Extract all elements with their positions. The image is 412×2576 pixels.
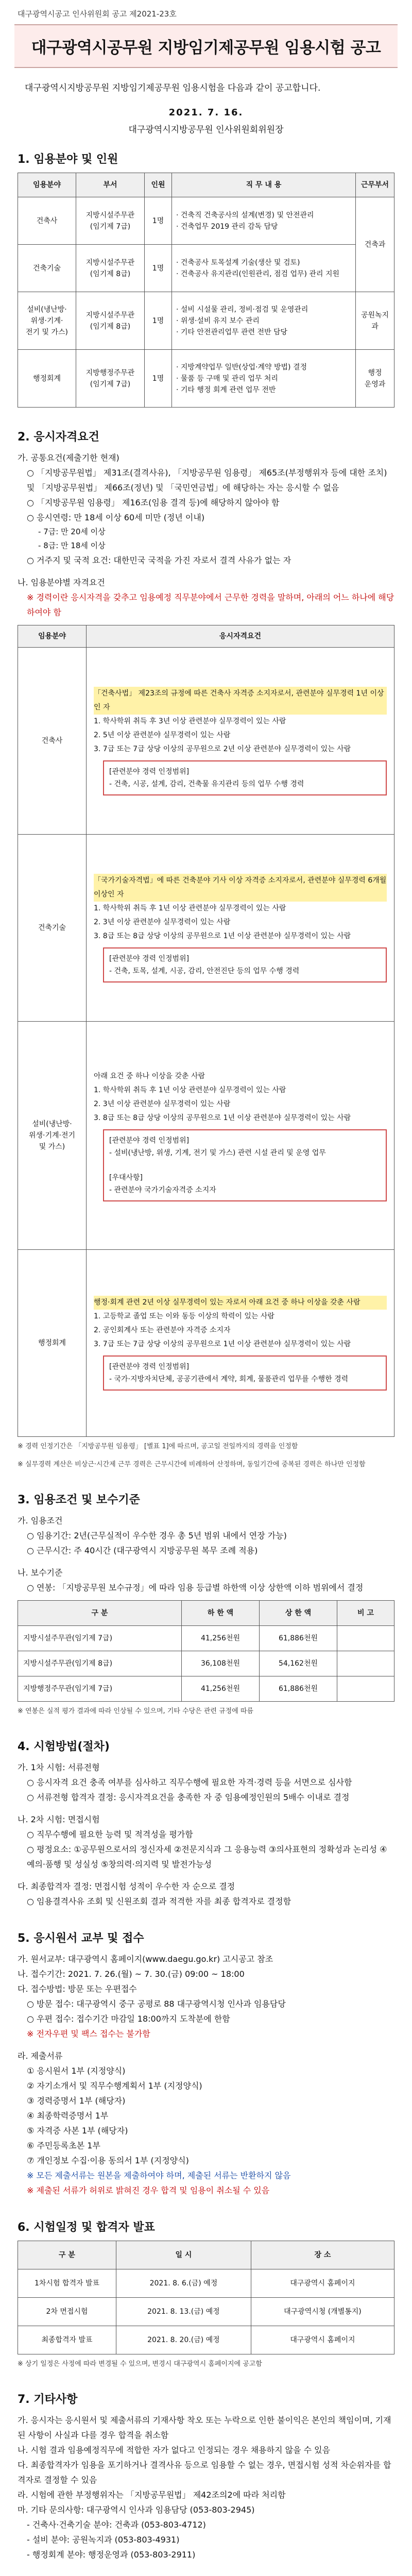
exam-item: ○ 응시자격 요건 충족 여부를 심사하고 직무수행에 필요한 자격·경력 등을 서면으로 심사함	[27, 1777, 352, 1787]
cond-item: ○ 임용기간: 2년(근무실적이 우수한 경우 총 5년 범위 내에서 연장 가능)	[27, 1531, 287, 1540]
misc-item: 마. 기타 문의사항: 대구광역시 인사과 임용담당 (053-803-2945)	[18, 2505, 255, 2515]
dept-cell: 지방시설주무관 (임기제 7급)	[76, 197, 145, 245]
grade-cell: 지방시설주무관(임기제 7급)	[18, 1626, 182, 1651]
req-common-heading: 가. 공통요건(제출기한 현재)	[18, 453, 119, 463]
exam-item: ○ 서류전형 합격자 결정: 응시자격요건을 충족한 자 중 임용예정인원의 5배수 이내로 결정	[27, 1792, 350, 1802]
item-cell: 1차시험 합격자 발표	[18, 2269, 116, 2298]
cond-item: ○ 근무시간: 주 40시간 (대구광역시 지방공무원 복무 조례 적용)	[27, 1546, 258, 1555]
req-item: ○ 응시연령: 만 18세 이상 60세 미만 (정년 이내)	[27, 513, 205, 522]
table-row	[18, 197, 394, 245]
apply-item: 가. 원서교부: 대구광역시 홈페이지(www.daegu.go.kr) 고시공고 참조	[18, 1954, 273, 1964]
section4-heading: 4. 시험방법(절차)	[18, 1740, 110, 1753]
place-cell: 대구광역시 홈페이지	[251, 2269, 394, 2298]
field-cell: 행정회계	[18, 1250, 87, 1437]
req-line: 1. 학사학위 취득 후 1년 이상 관련분야 실무경력이 있는 사람	[94, 1086, 286, 1094]
doc-item: ② 자기소개서 및 직무수행계획서 1부 (지정양식)	[27, 2081, 202, 2091]
exam-item: ○ 임용결격사유 조회 및 신원조회 결과 적격한 자를 최종 합격자로 결정함	[27, 1896, 291, 1906]
col-note: 비 고	[337, 1601, 394, 1626]
exam-item: ○ 직무수행에 필요한 능력 및 적격성을 평가함	[27, 1829, 193, 1839]
schedule-note: ※ 상기 일정은 사정에 따라 변경될 수 있으며, 변경시 대구광역시 홈페이지에 공고함	[18, 2360, 262, 2368]
qual-footnote-2: ※ 실무경력 계산은 비상근·시간제 근무 경력은 근무시간에 비례하여 산정하며, 동일기간에 중복된 경력은 하나만 인정함	[18, 1461, 366, 1468]
table-row	[18, 1022, 394, 1250]
req-qual-heading: 나. 임용분야별 자격요건	[18, 578, 105, 587]
docs-heading: 라. 제출서류	[18, 2051, 63, 2061]
col-dept: 부서	[76, 173, 145, 197]
intro-text: 대구광역시지방공무원 지방임기제공무원 임용시험을 다음과 같이 공고합니다.	[25, 83, 321, 93]
exam-item: ○ 평정요소: ①공무원으로서의 정신자세 ②전문지식과 그 응용능력 ③의사표현의 정확성과 논리성 ④예의·품행 및 성실성 ⑤창의력·의지력 및 발전가능성	[27, 1844, 387, 1869]
office-cell: 행정 운영과	[356, 350, 394, 408]
req-extra-box: [관련분야 경력 인정범위] - 건축, 토목, 설계, 시공, 감리, 안전진단 등의 업무 수행 경력	[103, 947, 387, 982]
apply-subitem: ○ 우편 접수: 접수기간 마감일 18:00까지 도착분에 한함	[27, 2014, 230, 2024]
section2-heading: 2. 응시자격요건	[18, 431, 99, 444]
field-cell: 건축사	[18, 197, 76, 245]
misc-item: 나. 시험 결과 임용예정직무에 적합한 자가 없다고 인정되는 경우 채용하지 않을 수 있음	[18, 2445, 331, 2455]
duty-item: · 건축직 건축공사의 설계(변경) 및 안전관리	[176, 211, 314, 219]
req-item: ○ 「지방공무원법」 제31조(결격사유), 「지방공무원 임용령」 제65조(부정행위자 등에 대한 조치) 및 「지방공무원법」 제66조(정년) 및 「국민연금법」에 해당하는 자는 응시할 수 없음	[27, 468, 387, 493]
col-field: 임용분야	[18, 173, 76, 197]
req-line: 2. 3년 이상 관련분야 실무경력이 있는 사람	[94, 1100, 231, 1108]
col-field: 임용분야	[18, 625, 87, 648]
duty-item: · 건축공사 토목설계 기술(생산 및 검토)	[176, 258, 300, 267]
col-low: 하 한 액	[182, 1601, 260, 1626]
apply-item: 다. 접수방법: 방문 또는 우편접수	[18, 1984, 137, 1994]
table-row	[18, 1651, 394, 1676]
count-cell: 1명	[145, 197, 172, 245]
section7-heading: 7. 기타사항	[18, 2393, 78, 2406]
table-row	[18, 245, 394, 292]
col-duties: 직 무 내 용	[172, 173, 356, 197]
duty-item: · 위생·설비 유지 보수 관리	[176, 316, 260, 325]
notice-date: 2021. 7. 16.	[168, 107, 244, 118]
exam-step-heading: 가. 1차 시험: 서류전형	[18, 1762, 100, 1772]
count-cell: 1명	[145, 245, 172, 292]
field-cell: 건축기술	[18, 245, 76, 292]
duty-item: · 기타 안전관리업무 관련 전반 담당	[176, 328, 288, 336]
req-line: 「건축사법」 제23조의 규정에 따른 건축사 자격증 소지자로서, 관련분야 실무경력 1년 이상인 자	[94, 687, 387, 715]
notice-number: 대구광역시공고 인사위원회 공고 제2021-23호	[18, 9, 177, 19]
req-line: 3. 8급 또는 8급 상당 이상의 공무원으로 1년 이상 관련분야 실무경력이 있는 사람	[94, 1114, 351, 1122]
req-extra-box: [관련분야 경력 인정범위] - 국가·지방자치단체, 공공기관에서 계약, 회계, 물품관리 업무를 수행한 경력	[103, 1355, 387, 1391]
col-high: 상 한 액	[260, 1601, 337, 1626]
field-cell: 설비(냉난방· 위생·기계· 전기 및 가스)	[18, 292, 76, 350]
field-cell: 건축사	[18, 648, 87, 835]
item-cell: 2차 면접시험	[18, 2298, 116, 2326]
office-cell: 공원녹지과	[356, 292, 394, 350]
field-cell: 행정회계	[18, 350, 76, 408]
qualification-table	[18, 625, 394, 1437]
req-line: 3. 8급 또는 8급 상당 이상의 공무원으로 1년 이상 관련분야 실무경력이 있는 사람	[94, 931, 351, 940]
date-cell: 2021. 8. 13.(금) 예정	[116, 2298, 251, 2326]
req-item: ○ 「지방공무원 임용령」 제16조(임용 결격 등)에 해당하지 않아야 함	[27, 498, 280, 507]
req-cell	[87, 1022, 394, 1250]
pay-table	[18, 1600, 394, 1702]
doc-item: ⑤ 자격증 사본 1부 (해당자)	[27, 2126, 128, 2136]
pay-note: ○ 연봉: 「지방공무원 보수규정」에 따라 임용 등급별 하한액 이상 상한액 이하 범위에서 결정	[27, 1583, 364, 1592]
misc-item: 라. 시험에 관한 부정행위자는 「지방공무원법」 제42조의2에 따라 처리함	[18, 2490, 286, 2500]
section5-heading: 5. 응시원서 교부 및 접수	[18, 1932, 144, 1945]
place-cell: 대구광역시 홈페이지	[251, 2326, 394, 2354]
table-row	[18, 1676, 394, 1702]
cond-heading: 가. 임용조건	[18, 1516, 63, 1526]
table-row	[18, 648, 394, 835]
grade-cell: 지방행정주무관(임기제 7급)	[18, 1676, 182, 1702]
doc-item: ③ 경력증명서 1부 (해당자)	[27, 2096, 126, 2106]
duty-item: · 건축업무 2019 관리 감독 담당	[176, 222, 278, 231]
contact-item: - 건축사·건축기술 분야: 건축과 (053-803-4712)	[27, 2520, 206, 2530]
req-line: 아래 요건 중 하나 이상을 갖춘 사람	[94, 1072, 205, 1080]
place-cell: 대구광역시청 (개별통지)	[251, 2298, 394, 2326]
contact-item: - 설비 분야: 공원녹지과 (053-803-4931)	[27, 2535, 180, 2545]
table-row	[18, 835, 394, 1022]
note-cell	[337, 1651, 394, 1676]
misc-item: 다. 최종합격자가 임용을 포기하거나 결격사유 등으로 임용할 수 없는 경우, 면접시험 성적 차순위자를 합격자로 결정할 수 있음	[18, 2460, 391, 2485]
dept-cell: 지방시설주무관 (임기제 8급)	[76, 292, 145, 350]
note-cell	[337, 1626, 394, 1651]
req-extra-box: [관련분야 경력 인정범위] - 건축, 시공, 설계, 감리, 건축물 유지관리 등의 업무 수행 경력	[103, 760, 387, 795]
duties-cell	[172, 197, 356, 245]
low-cell: 41,256천원	[182, 1626, 260, 1651]
exam-step-heading: 나. 2차 시험: 면접시험	[18, 1815, 100, 1824]
qual-footnote: ※ 경력 인정기간은 「지방공무원 임용령」 [별표 1]에 따르며, 공고일 전일까지의 경력을 인정함	[18, 1443, 298, 1450]
req-subitem: - 7급: 만 20세 이상	[38, 527, 106, 536]
req-extra-box: [관련분야 경력 인정범위] - 설비(냉난방, 위생, 기계, 전기 및 가스) 관련 시설 관리 및 운영 업무 [우대사항] - 관련분야 국가기술자격증 소지자	[103, 1129, 387, 1201]
req-line: 2. 3년 이상 관련분야 실무경력이 있는 사람	[94, 918, 231, 926]
doc-item: ⑥ 주민등록초본 1부	[27, 2141, 100, 2150]
req-line: 3. 7급 또는 7급 상당 이상의 공무원으로 2년 이상 관련분야 실무경력이 있는 사람	[94, 744, 351, 753]
title-band	[14, 24, 398, 68]
duty-item: · 건축공사 유지관리(인원관리, 점검 업무) 관리 지원	[176, 269, 340, 278]
doc-item: ⑦ 개인정보 수집·이용 동의서 1부 (지정양식)	[27, 2156, 189, 2165]
req-line: 「국가기술자격법」에 따른 건축분야 기사 이상 자격증 소지자로서, 관련분야 실무경력 6개월 이상인 자	[94, 874, 387, 902]
apply-warning: ※ 전자우편 및 팩스 접수는 불가함	[27, 2029, 150, 2039]
table-row	[18, 350, 394, 408]
field-cell: 건축기술	[18, 835, 87, 1022]
high-cell: 61,886천원	[260, 1626, 337, 1651]
duties-cell	[172, 245, 356, 292]
dept-cell: 지방시설주무관 (임기제 8급)	[76, 245, 145, 292]
req-cell	[87, 835, 394, 1022]
section3-heading: 3. 임용조건 및 보수기준	[18, 1494, 140, 1506]
req-line: 1. 고등학교 졸업 또는 이와 동등 이상의 학력이 있는 사람	[94, 1312, 274, 1320]
apply-subitem: ○ 방문 접수: 대구광역시 중구 공평로 88 대구광역시청 인사과 임용담당	[27, 1999, 286, 2009]
req-line: 행정·회계 관련 2년 이상 실무경력이 있는 자로서 아래 요건 중 하나 이상을 갖춘 사람	[94, 1296, 387, 1310]
duties-cell	[172, 350, 356, 408]
col-date: 일 시	[116, 2241, 251, 2269]
duty-item: · 기타 행정 회계 관련 업무 전반	[176, 385, 276, 394]
req-subitem: - 8급: 만 18세 이상	[38, 541, 106, 550]
low-cell: 41,256천원	[182, 1676, 260, 1702]
req-line: 1. 학사학위 취득 후 1년 이상 관련분야 실무경력이 있는 사람	[94, 904, 286, 912]
req-line: 2. 5년 이상 관련분야 실무경력이 있는 사람	[94, 731, 231, 739]
table-row	[18, 1250, 394, 1437]
duty-item: · 물품 등 구매 및 관리 업무 처리	[176, 374, 278, 383]
field-cell: 설비(냉난방· 위생·기계·전기 및 가스)	[18, 1022, 87, 1250]
dept-cell: 지방행정주무관 (임기제 7급)	[76, 350, 145, 408]
low-cell: 36,108천원	[182, 1651, 260, 1676]
misc-item: 가. 응시자는 응시원서 및 제출서류의 기재사항 착오 또는 누락으로 인한 불이익은 본인의 책임이며, 기재된 사항이 사실과 다를 경우 합격을 취소함	[18, 2415, 391, 2440]
pay-footnote: ※ 연봉은 실적 평가 결과에 따라 인상될 수 있으며, 기타 수당은 관련 규정에 따름	[18, 1707, 254, 1715]
office-cell: 건축과	[356, 197, 394, 292]
schedule-table	[18, 2241, 394, 2354]
table-row	[18, 292, 394, 350]
pay-heading: 나. 보수기준	[18, 1568, 63, 1578]
duty-item: · 지방계약업무 일반(상업·계약 방법) 결정	[176, 363, 307, 371]
doc-item: ④ 최종학력증명서 1부	[27, 2111, 109, 2121]
table-row	[18, 2326, 394, 2354]
grade-cell: 지방시설주무관(임기제 8급)	[18, 1651, 182, 1676]
req-cell	[87, 648, 394, 835]
req-line: 2. 공인회계사 또는 관련분야 자격증 소지자	[94, 1326, 231, 1334]
docs-note: ※ 모든 제출서류는 원본을 제출하여야 하며, 제출된 서류는 반환하지 않음	[27, 2171, 291, 2180]
doc-item: ① 응시원서 1부 (지정양식)	[27, 2066, 126, 2076]
col-office: 근무부서	[356, 173, 394, 197]
high-cell: 54,162천원	[260, 1651, 337, 1676]
duty-item: · 설비 시설물 관리, 정비·점검 및 운영관리	[176, 305, 308, 314]
contact-item: - 행정회계 분야: 행정운영과 (053-803-2911)	[27, 2550, 196, 2560]
item-cell: 최종합격자 발표	[18, 2326, 116, 2354]
req-qual-note: ※ 경력이란 응시자격을 갖추고 임용예정 직무분야에서 근무한 경력을 말하며, 아래의 어느 하나에 해당하여야 함	[27, 592, 394, 617]
count-cell: 1명	[145, 350, 172, 408]
page-title: 대구광역시공무원 지방임기제공무원 임용시험 공고	[31, 39, 381, 57]
table-row	[18, 2298, 394, 2326]
table-row	[18, 1626, 394, 1651]
count-cell: 1명	[145, 292, 172, 350]
req-item: ○ 거주지 및 국적 요건: 대한민국 국적을 가진 자로서 결격 사유가 없는 자	[27, 555, 291, 565]
signer: 대구광역시지방공무원 인사위원회위원장	[128, 125, 284, 135]
col-count: 인원	[145, 173, 172, 197]
table-row	[18, 2269, 394, 2298]
col-grade: 구 분	[18, 1601, 182, 1626]
col-item: 구 분	[18, 2241, 116, 2269]
duties-cell	[172, 292, 356, 350]
positions-table	[18, 173, 394, 408]
section6-heading: 6. 시험일정 및 합격자 발표	[18, 2221, 155, 2234]
apply-item: 나. 접수기간: 2021. 7. 26.(월) ~ 7. 30.(금) 09:00 ~ 18:00	[18, 1969, 245, 1979]
date-cell: 2021. 8. 6.(금) 예정	[116, 2269, 251, 2298]
col-req: 응시자격요건	[87, 625, 394, 648]
docs-warning: ※ 제출된 서류가 허위로 밝혀진 경우 합격 및 임용이 취소될 수 있음	[27, 2185, 270, 2195]
req-line: 1. 학사학위 취득 후 3년 이상 관련분야 실무경력이 있는 사람	[94, 717, 286, 725]
exam-step-heading: 다. 최종합격자 결정: 면접시험 성적이 우수한 자 순으로 결정	[18, 1882, 235, 1891]
date-cell: 2021. 8. 20.(금) 예정	[116, 2326, 251, 2354]
col-place: 장 소	[251, 2241, 394, 2269]
high-cell: 61,886천원	[260, 1676, 337, 1702]
note-cell	[337, 1676, 394, 1702]
req-line: 3. 7급 또는 7급 상당 이상의 공무원으로 1년 이상 관련분야 실무경력이 있는 사람	[94, 1340, 351, 1348]
req-cell	[87, 1250, 394, 1437]
section1-heading: 1. 임용분야 및 인원	[18, 153, 118, 166]
